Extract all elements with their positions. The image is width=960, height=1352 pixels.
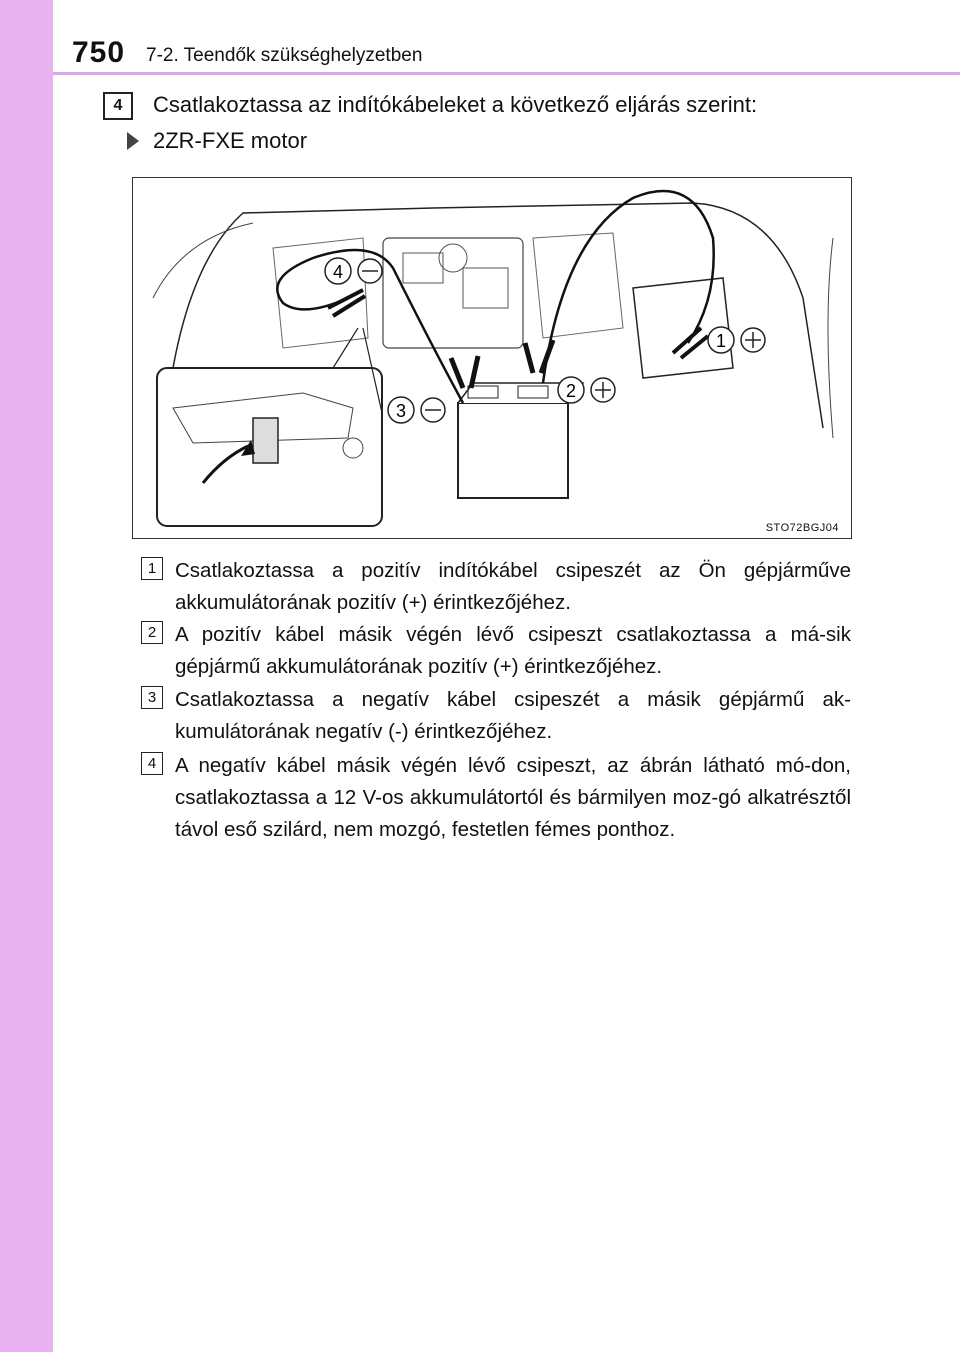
ground-clamp	[328, 290, 365, 316]
callout-1-label: 1	[715, 331, 727, 351]
engine-bay-drawing	[133, 178, 851, 538]
callout-4-label: 4	[332, 262, 344, 282]
item-number-badge: 1	[141, 557, 163, 580]
negative-clamp	[451, 356, 478, 388]
callout-2-label: 2	[565, 381, 577, 401]
figure-code: STO72BGJ04	[765, 522, 839, 534]
section-title: 7-2. Teendők szükséghelyzetben	[146, 45, 423, 66]
side-tab-strip	[0, 0, 53, 1352]
step-number-badge: 4	[103, 92, 133, 120]
item-text: Csatlakoztassa a negatív kábel csipeszét a másik gépjármű ak-kumulátorának negatív (-) érintkezőjéhez.	[175, 688, 851, 743]
jump-start-illustration	[132, 177, 852, 539]
item-text: A pozitív kábel másik végén lévő csipeszt csatlakoztassa a má-sik gépjármű akkumulátorának pozitív (+) érintkezőjéhez.	[175, 623, 851, 678]
engine-part	[403, 253, 443, 283]
engine-part	[533, 233, 623, 338]
engine-block	[383, 238, 523, 348]
callout-3-label: 3	[395, 401, 407, 421]
booster-battery	[458, 403, 568, 498]
fender-line-left	[153, 223, 253, 298]
positive-clamp	[525, 340, 553, 373]
engine-subheading: 2ZR-FXE motor	[153, 128, 308, 153]
fender-line-right	[828, 238, 833, 438]
item-number-badge: 4	[141, 752, 163, 775]
engine-part	[463, 268, 508, 308]
inset-ground-point	[253, 418, 278, 463]
triangle-bullet-icon	[127, 132, 139, 150]
step-instruction: Csatlakoztassa az indítókábeleket a következő eljárás szerint:	[153, 92, 758, 117]
item-number-badge: 2	[141, 621, 163, 644]
item-text: A negatív kábel másik végén lévő csipeszt, az ábrán látható mó-don, csatlakoztassa a 12 V-os akkumulátortól és bármilyen moz-gó alkatrésztől távol eső szilárd, nem mozgó, festetlen fémes ponthoz.	[175, 754, 851, 841]
header-divider	[53, 72, 960, 75]
item-number-badge: 3	[141, 686, 163, 709]
page-number: 750	[72, 36, 126, 69]
item-text: Csatlakoztassa a pozitív indítókábel csipeszét az Ön gépjárműve akkumulátorának pozitív (+) érintkezőjéhez.	[175, 559, 851, 614]
